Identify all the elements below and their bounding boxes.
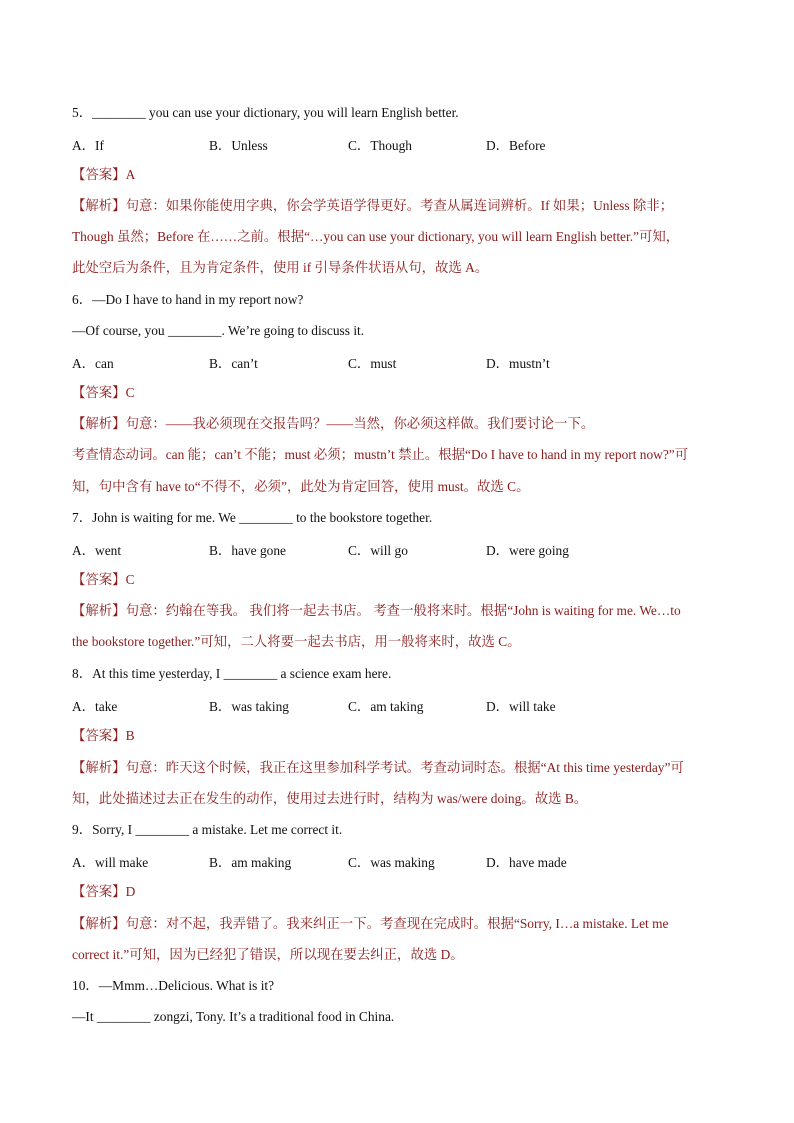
option-a: A．went [72, 543, 122, 558]
option-d: D．were going [486, 543, 569, 558]
question-stem: —It ________ zongzi, Tony. It’s a traditional food in China. [72, 1009, 395, 1024]
analysis-text: correct it.”可知，因为已经犯了错误，所以现在要去纠正，故选 D。 [72, 947, 464, 962]
analysis-text: 知，此处描述过去正在发生的动作，使用过去进行时，结构为 was/were doing。故选 B。 [72, 791, 588, 806]
option-c: C．Though [348, 138, 412, 153]
question-stem: 8．At this time yesterday, I ________ a science exam here. [72, 666, 392, 681]
option-a: A．take [72, 699, 118, 714]
analysis-text: 句意：——我必须现在交报告吗？——当然，你必须这样做。我们要讨论一下。 [125, 416, 595, 431]
option-b: B．Unless [209, 138, 268, 153]
answer-tag: 【答案】 [72, 572, 126, 587]
answer-tag: 【答案】 [72, 167, 126, 182]
answer-value: A [125, 167, 136, 182]
option-b: B．was taking [209, 699, 289, 714]
question-stem: 5．________ you can use your dictionary, you will learn English better. [72, 105, 459, 120]
analysis-text: Though 虽然；Before 在……之前。根据“…you can use your dictionary, you will learn English better.”可知， [72, 229, 680, 244]
analysis-line [72, 415, 734, 433]
analysis-tag: 【解析】 [72, 416, 126, 431]
answer-tag: 【答案】 [72, 385, 126, 400]
answer-line [72, 384, 734, 402]
answer-tag: 【答案】 [72, 728, 126, 743]
analysis-line [72, 915, 734, 933]
analysis-line [72, 602, 734, 620]
option-d: D．Before [486, 138, 546, 153]
option-a: A．If [72, 138, 104, 153]
answer-line [72, 727, 734, 745]
analysis-tag: 【解析】 [72, 603, 126, 618]
question-stem: 6．—Do I have to hand in my report now? [72, 292, 304, 307]
question-stem: —Of course, you ________. We’re going to discuss it. [72, 323, 365, 338]
option-d: D．will take [486, 699, 556, 714]
option-c: C．was making [348, 855, 435, 870]
answer-line [72, 166, 734, 184]
analysis-text: 句意：如果你能使用字典，你会学英语学得更好。考查从属连词辨析。If 如果；Unless 除非； [125, 198, 674, 213]
option-c: C．must [348, 356, 397, 371]
answer-value: D [125, 884, 136, 899]
answer-line [72, 883, 734, 901]
answer-value: C [125, 385, 135, 400]
option-d: D．mustn’t [486, 356, 550, 371]
option-a: A．will make [72, 855, 149, 870]
option-b: B．can’t [209, 356, 258, 371]
analysis-text: 句意：对不起，我弄错了。我来纠正一下。考查现在完成时。根据“Sorry, I…a mistake. Let me [125, 916, 669, 931]
option-c: C．am taking [348, 699, 424, 714]
analysis-text: 句意：约翰在等我。 我们将一起去书店。 考查一般将来时。根据“John is waiting for me. We…to [125, 603, 681, 618]
answer-tag: 【答案】 [72, 884, 126, 899]
answer-value: C [125, 572, 135, 587]
question-stem: 9．Sorry, I ________ a mistake. Let me correct it. [72, 822, 343, 837]
analysis-tag: 【解析】 [72, 760, 126, 775]
option-b: B．have gone [209, 543, 286, 558]
option-b: B．am making [209, 855, 292, 870]
question-stem: 7．John is waiting for me. We ________ to the bookstore together. [72, 510, 433, 525]
question-stem: 10．—Mmm…Delicious. What is it? [72, 978, 275, 993]
analysis-tag: 【解析】 [72, 198, 126, 213]
analysis-text: 知，句中含有 have to“不得不，必须”，此处为肯定回答，使用 must。故选 C。 [72, 479, 530, 494]
analysis-line [72, 759, 734, 777]
answer-line [72, 571, 734, 589]
option-d: D．have made [486, 855, 567, 870]
analysis-text: 句意：昨天这个时候，我正在这里参加科学考试。考查动词时态。根据“At this time yesterday”可 [125, 760, 684, 775]
analysis-text: the bookstore together.”可知，二人将要一起去书店，用一般将来时，故选 C。 [72, 634, 521, 649]
analysis-tag: 【解析】 [72, 916, 126, 931]
option-a: A．can [72, 356, 114, 371]
option-c: C．will go [348, 543, 408, 558]
analysis-line [72, 197, 734, 215]
analysis-text: 此处空后为条件，且为肯定条件，使用 if 引导条件状语从句，故选 A。 [72, 260, 489, 275]
answer-value: B [125, 728, 135, 743]
analysis-text: 考查情态动词。can 能；can’t 不能；must 必须；mustn’t 禁止。根据“Do I have to hand in my report now?”可 [72, 447, 689, 462]
